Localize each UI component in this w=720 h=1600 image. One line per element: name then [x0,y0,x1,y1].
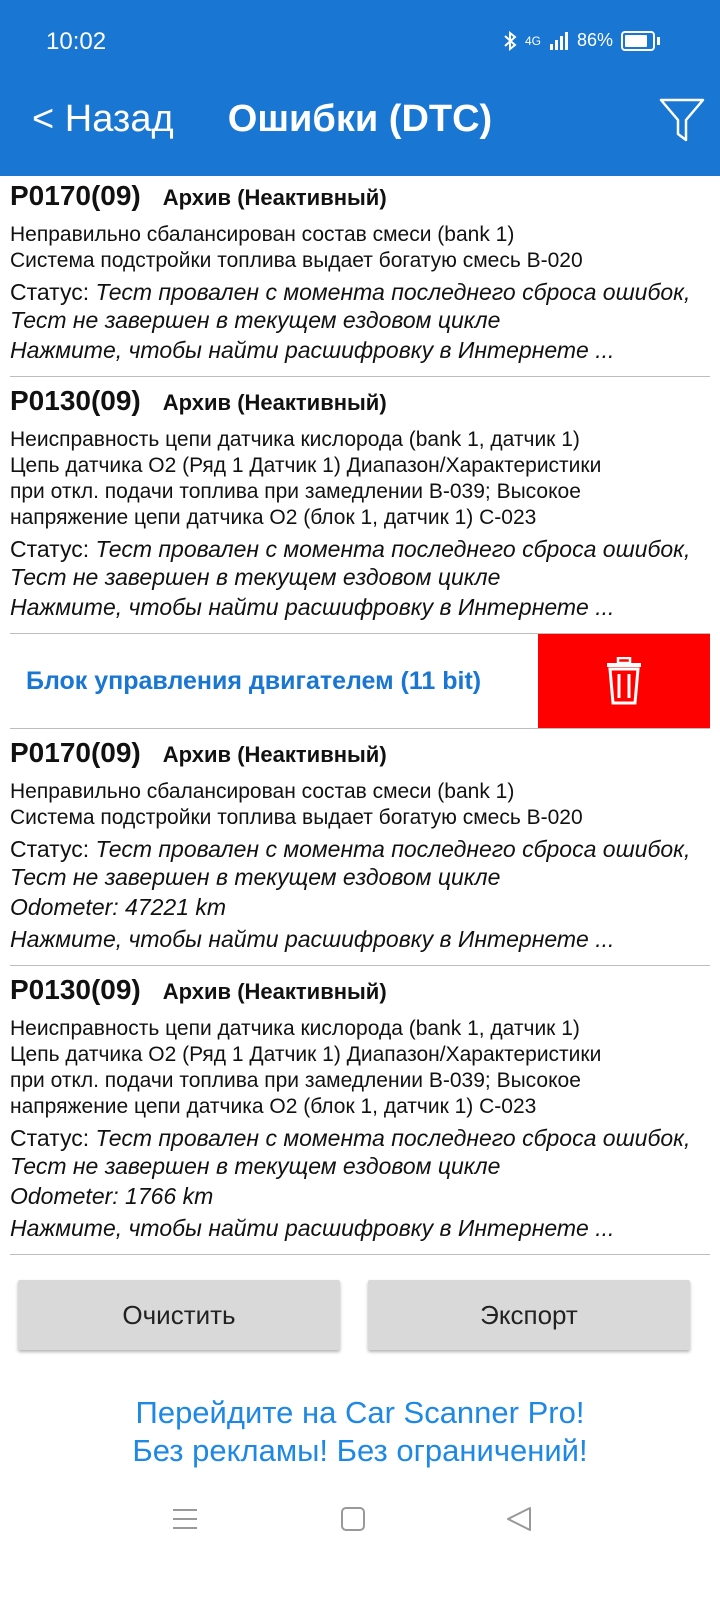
status-value: Тест провален с момента последнего сброса ошибок, Тест не завершен в текущем ездовом цикле [10,836,691,890]
dtc-entry[interactable] [10,377,710,634]
search-hint-link[interactable]: Нажмите, чтобы найти расшифровку в Интернете ... [10,337,615,363]
dtc-description: Неправильно сбалансирован состав смеси (bank 1) Система подстройки топлива выдает богатую смесь B-020 [10,780,583,829]
app-bar [0,0,720,176]
dtc-code: P0130(09) [10,385,141,416]
menu-icon[interactable] [172,1506,198,1532]
status-icons [503,30,660,51]
dtc-status [10,835,710,891]
dtc-status [10,535,710,591]
clear-button[interactable]: Очистить [18,1280,340,1350]
promo-line-1: Перейдите на Car Scanner Pro! [135,1395,585,1430]
status-value: Тест провален с момента последнего сброса ошибок, Тест не завершен в текущем ездовом цикле [10,1125,691,1179]
dtc-code: P0170(09) [10,180,141,211]
dtc-description: Неправильно сбалансирован состав смеси (bank 1) Система подстройки топлива выдает богатую смесь B-020 [10,223,583,272]
status-value: Тест провален с момента последнего сброса ошибок, Тест не завершен в текущем ездовом цикле [10,279,691,333]
delete-button[interactable] [538,634,710,728]
ecu-name: Блок управления двигателем (11 bit) [26,666,482,695]
status-label: Статус: [10,1125,96,1151]
search-hint-link[interactable]: Нажмите, чтобы найти расшифровку в Интернете ... [10,1215,615,1241]
trash-icon [606,657,642,705]
dtc-state: Архив (Неактивный) [162,390,387,415]
dtc-state: Архив (Неактивный) [162,185,387,210]
promo-line-2: Без рекламы! Без ограничений! [132,1433,588,1468]
signal-icon [549,32,569,50]
dtc-description: Неисправность цепи датчика кислорода (bank 1, датчик 1) Цепь датчика O2 (Ряд 1 Датчик 1) Диапазон/Характеристики при откл. подачи топлива при замедлении B-039; Высокое напряжение цепи датчика O2 (блок 1, датчик 1) C-023 [10,428,602,529]
status-label: Статус: [10,536,96,562]
dtc-state: Архив (Неактивный) [162,742,387,767]
battery-percent: 86% [576,30,613,50]
dtc-list [10,176,710,1255]
battery-tip [657,37,660,45]
odometer: Odometer: 1766 km [10,1183,214,1209]
status-value: Тест провален с момента последнего сброса ошибок, Тест не завершен в текущем ездовом цикле [10,536,691,590]
promo-banner[interactable] [0,1394,720,1470]
search-hint-link[interactable]: Нажмите, чтобы найти расшифровку в Интернете ... [10,926,615,952]
bluetooth-icon [503,31,517,51]
export-button[interactable]: Экспорт [368,1280,690,1350]
ecu-section[interactable] [10,634,710,729]
action-buttons [18,1280,690,1350]
status-label: Статус: [10,279,96,305]
search-hint-link[interactable]: Нажмите, чтобы найти расшифровку в Интернете ... [10,594,615,620]
status-label: Статус: [10,836,96,862]
dtc-code: P0130(09) [10,974,141,1005]
dtc-description: Неисправность цепи датчика кислорода (bank 1, датчик 1) Цепь датчика O2 (Ряд 1 Датчик 1) Диапазон/Характеристики при откл. подачи топлива при замедлении B-039; Высокое напряжение цепи датчика O2 (блок 1, датчик 1) C-023 [10,1017,602,1118]
battery-icon [621,31,655,51]
filter-icon[interactable] [658,96,706,144]
status-time: 10:02 [46,28,107,55]
system-nav-bar [0,1506,720,1546]
home-icon[interactable] [340,1506,366,1532]
dtc-status [10,278,710,334]
back-button[interactable]: < Назад [32,98,174,140]
network-label: 4G [524,33,541,48]
dtc-state: Архив (Неактивный) [162,979,387,1004]
dtc-entry[interactable] [10,966,710,1255]
dtc-entry[interactable] [10,729,710,966]
odometer: Odometer: 47221 km [10,894,227,920]
dtc-code: P0170(09) [10,737,141,768]
dtc-entry[interactable] [10,176,710,377]
dtc-status [10,1124,710,1180]
back-nav-icon[interactable] [506,1506,532,1532]
page-title: Ошибки (DTC) [227,98,493,140]
